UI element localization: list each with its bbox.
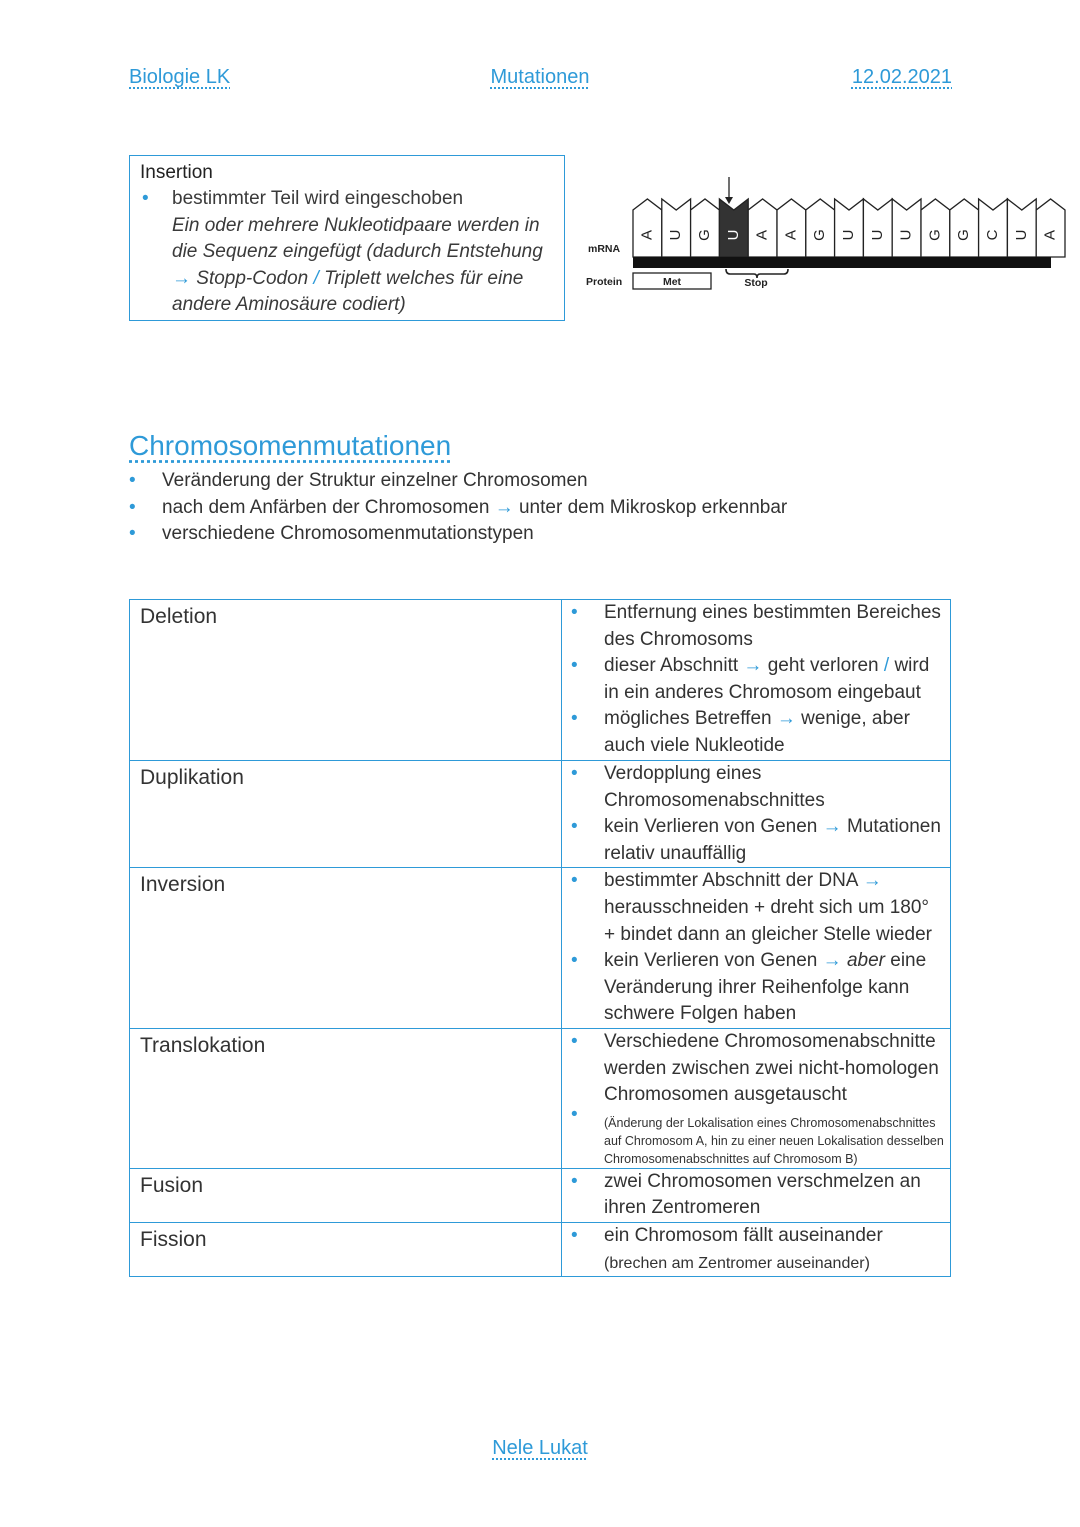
bullet-text: Verschiedene Chromosomenabschnitte werden zwischen zwei nicht-homologen Chromosomen ausgetauscht xyxy=(604,1030,939,1106)
bullet-text: bestimmter Abschnitt der DNA xyxy=(604,870,858,892)
bullet-text: nach dem Anfärben der Chromosomen xyxy=(162,496,490,518)
base-c-shape xyxy=(979,199,1008,257)
arrow-icon: → xyxy=(822,950,842,972)
insertion-italic3a: Stopp-Codon xyxy=(196,267,309,289)
bullet-icon: • xyxy=(129,496,136,518)
base-a-shape xyxy=(777,199,806,257)
list-item xyxy=(562,1169,944,1222)
bullet-text: verschiedene Chromosomenmutationstypen xyxy=(162,523,534,544)
table-row xyxy=(130,1168,951,1222)
insertion-title: Insertion xyxy=(140,162,213,183)
row-name-fusion: Fusion xyxy=(130,1168,562,1222)
base-label: A xyxy=(1041,229,1059,241)
list-item xyxy=(562,1223,944,1276)
base-u-shape xyxy=(892,199,921,257)
base-g-shape xyxy=(806,199,835,257)
base-a-shape xyxy=(633,199,662,257)
base-label: G xyxy=(695,229,713,241)
bullet-text: aber xyxy=(846,950,885,972)
base-u-shape xyxy=(1007,199,1036,257)
base-label: G xyxy=(955,229,973,241)
base-label: U xyxy=(839,229,857,241)
base-label: G xyxy=(811,229,829,241)
codon-met-label: Met xyxy=(662,276,682,288)
list-item xyxy=(562,1029,944,1109)
base-a-shape xyxy=(1036,199,1065,257)
base-u-shape xyxy=(662,199,691,257)
base-label: U xyxy=(897,229,915,241)
mrna-label: mRNA xyxy=(588,243,621,255)
list-item xyxy=(562,761,944,814)
mrna-insertion-diagram xyxy=(582,175,1059,295)
bullet-icon: • xyxy=(571,708,578,730)
base-u-shape xyxy=(863,199,892,257)
section-title: Chromosomenmutationen xyxy=(129,430,452,461)
bullet-text: (Änderung der Lokalisation eines Chromosomenabschnittes auf Chromosom A, hin zu einer neuen Lokalisation desselben Chromosomenabschnittes auf Chromosom B) xyxy=(604,1115,944,1166)
list-item xyxy=(562,1103,944,1168)
bullet-text: unter dem Mikroskop erkennbar xyxy=(518,496,788,518)
row-desc xyxy=(562,600,951,761)
table-row xyxy=(130,1028,951,1168)
footer-author: Nele Lukat xyxy=(492,1437,588,1459)
list-item xyxy=(129,521,787,548)
bullet-icon: • xyxy=(142,188,149,209)
bullet-text: (brechen am Zentromer auseinander) xyxy=(604,1254,870,1272)
bullet-icon: • xyxy=(571,950,578,972)
bullet-text: kein Verlieren von Genen xyxy=(604,816,818,838)
bullet-text: kein Verlieren von Genen xyxy=(604,950,818,972)
list-item xyxy=(129,495,787,522)
insertion-italic1: Ein oder mehrere Nukleotidpaare werden in xyxy=(172,214,540,236)
bullet-icon: • xyxy=(571,1103,578,1125)
bullet-icon: • xyxy=(129,470,136,491)
mutation-table xyxy=(129,599,951,1277)
list-item xyxy=(562,868,944,948)
bullet-icon: • xyxy=(571,655,578,677)
base-label: A xyxy=(782,229,800,241)
base-g-shape xyxy=(921,199,950,257)
row-name-duplikation: Duplikation xyxy=(130,761,562,868)
arrow-icon: → xyxy=(172,267,191,289)
bullet-text: wenige, aber auch viele Nukleotide xyxy=(604,708,910,756)
bullet-icon: • xyxy=(571,1170,578,1192)
list-item xyxy=(562,814,944,867)
chromosomen-bullets xyxy=(129,468,787,548)
list-item xyxy=(562,706,944,759)
base-label: U xyxy=(1012,229,1030,241)
insertion-italic4: andere Aminosäure codiert) xyxy=(172,294,406,315)
arrow-icon: → xyxy=(743,655,763,677)
insertion-box xyxy=(129,155,565,321)
arrow-icon: → xyxy=(776,708,796,730)
arrow-icon: → xyxy=(494,496,514,518)
table-row xyxy=(130,868,951,1029)
base-label: U xyxy=(868,229,886,241)
bullet-icon: • xyxy=(571,1224,578,1246)
insertion-bullet xyxy=(140,186,554,319)
bullet-text: zwei Chromosomen verschmelzen an ihren Zentromeren xyxy=(604,1170,921,1219)
base-u-shape xyxy=(719,199,748,257)
row-name-deletion: Deletion xyxy=(130,600,562,761)
header-subject: Biologie LK xyxy=(129,66,231,88)
list-item xyxy=(562,600,944,653)
row-name-fission: Fission xyxy=(130,1222,562,1276)
row-desc xyxy=(562,1028,951,1168)
slash-separator: / xyxy=(883,655,890,677)
base-label: C xyxy=(983,229,1001,241)
table-row xyxy=(130,600,951,761)
bullet-icon: • xyxy=(129,523,136,544)
arrow-icon: → xyxy=(822,816,842,838)
arrow-icon: → xyxy=(862,870,882,892)
list-item xyxy=(562,653,944,706)
bullet-text: ein Chromosom fällt auseinander xyxy=(604,1224,883,1246)
slash-separator: / xyxy=(313,267,319,289)
list-item xyxy=(129,468,787,495)
row-desc xyxy=(562,1222,951,1276)
table-row xyxy=(130,1222,951,1276)
base-g-shape xyxy=(950,199,979,257)
mrna-backbone xyxy=(633,257,1051,268)
base-label: A xyxy=(753,229,771,241)
row-desc xyxy=(562,868,951,1029)
bullet-text: Verdopplung eines Chromosomenabschnittes xyxy=(604,763,825,811)
base-label: U xyxy=(667,229,685,241)
insertion-list xyxy=(140,186,554,319)
base-label: A xyxy=(638,229,656,241)
bullet-icon: • xyxy=(571,763,578,784)
bullet-text: eine Veränderung ihrer Reihenfolge kann schwere Folgen haben xyxy=(604,950,927,1025)
header-topic: Mutationen xyxy=(490,66,590,88)
base-label: U xyxy=(724,229,742,241)
row-name-translokation: Translokation xyxy=(130,1028,562,1168)
bullet-text: Entfernung eines bestimmten Bereiches des Chromosoms xyxy=(604,602,941,650)
insertion-italic3b: Triplett welches für eine xyxy=(324,267,524,289)
row-desc xyxy=(562,1168,951,1222)
bullet-text: Mutationen relativ unauffällig xyxy=(604,816,941,864)
base-group xyxy=(633,199,1065,257)
bullet-text: mögliches Betreffen xyxy=(604,708,772,730)
row-name-inversion: Inversion xyxy=(130,868,562,1029)
bullet-icon: • xyxy=(571,602,578,623)
bullet-icon: • xyxy=(571,870,578,892)
base-a-shape xyxy=(748,199,777,257)
list-item xyxy=(562,948,944,1028)
table-row xyxy=(130,761,951,868)
insertion-line1: bestimmter Teil wird eingeschoben xyxy=(172,188,464,209)
insertion-arrow-head xyxy=(725,197,733,204)
protein-label: Protein xyxy=(586,276,623,288)
bullet-text: dieser Abschnitt xyxy=(604,655,739,677)
bullet-icon: • xyxy=(571,816,578,838)
row-desc xyxy=(562,761,951,868)
bullet-text: wird in ein anderes Chromosom eingebaut xyxy=(604,655,930,703)
codon-stop-label: Stop xyxy=(744,277,768,289)
bullet-text: herausschneiden + dreht sich um 180° + bindet dann an gleicher Stelle wieder xyxy=(604,896,932,945)
header-date: 12.02.2021 xyxy=(851,66,952,88)
base-g-shape xyxy=(691,199,720,257)
bullet-icon: • xyxy=(571,1030,578,1052)
base-u-shape xyxy=(835,199,864,257)
insertion-italic2: die Sequenz eingefügt (dadurch Entstehung xyxy=(172,241,543,262)
base-label: G xyxy=(926,229,944,241)
bullet-text: Veränderung der Struktur einzelner Chromosomen xyxy=(162,470,588,491)
bullet-text: geht verloren xyxy=(767,655,879,677)
